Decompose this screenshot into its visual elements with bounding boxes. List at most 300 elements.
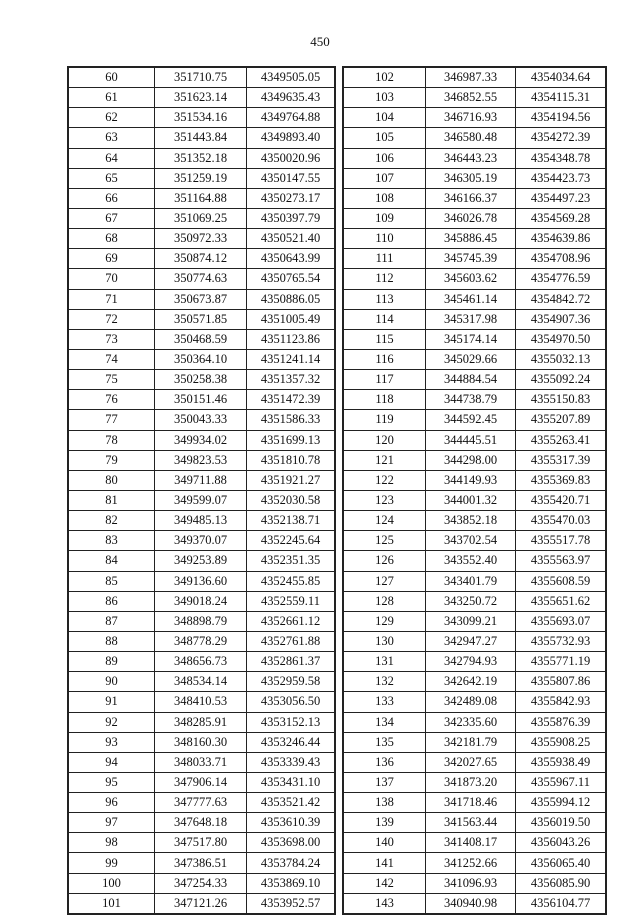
y-coordinate-cell: 4355732.93	[516, 631, 606, 651]
table-row	[69, 390, 335, 410]
table-row	[344, 591, 606, 611]
y-coordinate-cell: 4355807.86	[516, 672, 606, 692]
point-number-cell: 78	[69, 430, 155, 450]
point-number-cell: 99	[69, 853, 155, 873]
y-coordinate-cell: 4355470.03	[516, 511, 606, 531]
point-number-cell: 87	[69, 611, 155, 631]
y-coordinate-cell: 4351810.78	[247, 450, 335, 470]
x-coordinate-cell: 350151.46	[155, 390, 247, 410]
point-number-cell: 72	[69, 309, 155, 329]
y-coordinate-cell: 4353784.24	[247, 853, 335, 873]
y-coordinate-cell: 4355693.07	[516, 611, 606, 631]
y-coordinate-cell: 4356104.77	[516, 893, 606, 913]
y-coordinate-cell: 4351357.32	[247, 370, 335, 390]
y-coordinate-cell: 4353431.10	[247, 772, 335, 792]
point-number-cell: 62	[69, 108, 155, 128]
table-row	[69, 873, 335, 893]
y-coordinate-cell: 4354348.78	[516, 148, 606, 168]
point-number-cell: 82	[69, 511, 155, 531]
y-coordinate-cell: 4353339.43	[247, 752, 335, 772]
point-number-cell: 116	[344, 349, 426, 369]
table-row	[69, 591, 335, 611]
x-coordinate-cell: 347517.80	[155, 833, 247, 853]
point-number-cell: 124	[344, 511, 426, 531]
x-coordinate-cell: 350774.63	[155, 269, 247, 289]
table-row	[69, 329, 335, 349]
x-coordinate-cell: 341873.20	[426, 772, 516, 792]
y-coordinate-cell: 4352761.88	[247, 631, 335, 651]
point-number-cell: 74	[69, 349, 155, 369]
table-row	[344, 833, 606, 853]
table-row	[69, 470, 335, 490]
y-coordinate-cell: 4355150.83	[516, 390, 606, 410]
table-row	[344, 349, 606, 369]
x-coordinate-cell: 346026.78	[426, 208, 516, 228]
table-row	[69, 551, 335, 571]
point-number-cell: 111	[344, 249, 426, 269]
point-number-cell: 76	[69, 390, 155, 410]
table-row	[344, 108, 606, 128]
table-row	[69, 652, 335, 672]
y-coordinate-cell: 4352351.35	[247, 551, 335, 571]
y-coordinate-cell: 4352030.58	[247, 490, 335, 510]
point-number-cell: 130	[344, 631, 426, 651]
x-coordinate-cell: 340940.98	[426, 893, 516, 913]
table-row	[69, 88, 335, 108]
y-coordinate-cell: 4353152.13	[247, 712, 335, 732]
point-number-cell: 105	[344, 128, 426, 148]
x-coordinate-cell: 346987.33	[426, 68, 516, 88]
table-row	[344, 410, 606, 430]
table-row	[344, 390, 606, 410]
point-number-cell: 113	[344, 289, 426, 309]
x-coordinate-cell: 350468.59	[155, 329, 247, 349]
y-coordinate-cell: 4352959.58	[247, 672, 335, 692]
table-row	[69, 188, 335, 208]
y-coordinate-cell: 4349893.40	[247, 128, 335, 148]
y-coordinate-cell: 4355563.97	[516, 551, 606, 571]
x-coordinate-cell: 351164.88	[155, 188, 247, 208]
y-coordinate-cell: 4353698.00	[247, 833, 335, 853]
table-row	[69, 813, 335, 833]
point-number-cell: 135	[344, 732, 426, 752]
point-number-cell: 121	[344, 450, 426, 470]
y-coordinate-cell: 4355207.89	[516, 410, 606, 430]
y-coordinate-cell: 4353610.39	[247, 813, 335, 833]
y-coordinate-cell: 4350020.96	[247, 148, 335, 168]
y-coordinate-cell: 4356043.26	[516, 833, 606, 853]
x-coordinate-cell: 344445.51	[426, 430, 516, 450]
x-coordinate-cell: 347906.14	[155, 772, 247, 792]
x-coordinate-cell: 342794.93	[426, 652, 516, 672]
point-number-cell: 70	[69, 269, 155, 289]
point-number-cell: 81	[69, 490, 155, 510]
point-number-cell: 95	[69, 772, 155, 792]
y-coordinate-cell: 4350886.05	[247, 289, 335, 309]
x-coordinate-cell: 342489.08	[426, 692, 516, 712]
table-row	[344, 470, 606, 490]
x-coordinate-cell: 350043.33	[155, 410, 247, 430]
table-row	[69, 752, 335, 772]
y-coordinate-cell: 4354115.31	[516, 88, 606, 108]
y-coordinate-cell: 4354272.39	[516, 128, 606, 148]
x-coordinate-cell: 349934.02	[155, 430, 247, 450]
y-coordinate-cell: 4354776.59	[516, 269, 606, 289]
point-number-cell: 85	[69, 571, 155, 591]
x-coordinate-cell: 349823.53	[155, 450, 247, 470]
table-row	[344, 893, 606, 913]
table-row	[69, 208, 335, 228]
point-number-cell: 66	[69, 188, 155, 208]
point-number-cell: 136	[344, 752, 426, 772]
table-row	[344, 712, 606, 732]
x-coordinate-cell: 350972.33	[155, 229, 247, 249]
table-row	[69, 672, 335, 692]
x-coordinate-cell: 347648.18	[155, 813, 247, 833]
y-coordinate-cell: 4353952.57	[247, 893, 335, 913]
point-number-cell: 92	[69, 712, 155, 732]
x-coordinate-cell: 343702.54	[426, 531, 516, 551]
table-row	[344, 793, 606, 813]
point-number-cell: 104	[344, 108, 426, 128]
x-coordinate-cell: 343401.79	[426, 571, 516, 591]
y-coordinate-cell: 4351005.49	[247, 309, 335, 329]
point-number-cell: 118	[344, 390, 426, 410]
table-row	[344, 88, 606, 108]
x-coordinate-cell: 348033.71	[155, 752, 247, 772]
table-row	[344, 229, 606, 249]
table-row	[344, 813, 606, 833]
y-coordinate-cell: 4355938.49	[516, 752, 606, 772]
x-coordinate-cell: 349599.07	[155, 490, 247, 510]
point-number-cell: 129	[344, 611, 426, 631]
y-coordinate-cell: 4351699.13	[247, 430, 335, 450]
point-number-cell: 122	[344, 470, 426, 490]
table-row	[344, 732, 606, 752]
table-row	[344, 249, 606, 269]
table-row	[344, 631, 606, 651]
x-coordinate-cell: 344738.79	[426, 390, 516, 410]
y-coordinate-cell: 4352138.71	[247, 511, 335, 531]
point-number-cell: 75	[69, 370, 155, 390]
x-coordinate-cell: 344592.45	[426, 410, 516, 430]
y-coordinate-cell: 4355369.83	[516, 470, 606, 490]
x-coordinate-cell: 347254.33	[155, 873, 247, 893]
point-number-cell: 73	[69, 329, 155, 349]
table-row	[69, 833, 335, 853]
point-number-cell: 68	[69, 229, 155, 249]
point-number-cell: 64	[69, 148, 155, 168]
point-number-cell: 103	[344, 88, 426, 108]
x-coordinate-cell: 345029.66	[426, 349, 516, 369]
y-coordinate-cell: 4355032.13	[516, 349, 606, 369]
point-number-cell: 123	[344, 490, 426, 510]
table-row	[69, 309, 335, 329]
point-number-cell: 134	[344, 712, 426, 732]
table-row	[69, 410, 335, 430]
y-coordinate-cell: 4351123.86	[247, 329, 335, 349]
y-coordinate-cell: 4355908.25	[516, 732, 606, 752]
table-row	[69, 732, 335, 752]
table-row	[69, 269, 335, 289]
x-coordinate-cell: 343552.40	[426, 551, 516, 571]
x-coordinate-cell: 346852.55	[426, 88, 516, 108]
table-row	[69, 108, 335, 128]
x-coordinate-cell: 351534.16	[155, 108, 247, 128]
point-number-cell: 138	[344, 793, 426, 813]
point-number-cell: 142	[344, 873, 426, 893]
y-coordinate-cell: 4354423.73	[516, 168, 606, 188]
x-coordinate-cell: 345603.62	[426, 269, 516, 289]
point-number-cell: 71	[69, 289, 155, 309]
table-row	[344, 652, 606, 672]
y-coordinate-cell: 4352455.85	[247, 571, 335, 591]
point-number-cell: 79	[69, 450, 155, 470]
point-number-cell: 114	[344, 309, 426, 329]
y-coordinate-cell: 4353246.44	[247, 732, 335, 752]
y-coordinate-cell: 4351921.27	[247, 470, 335, 490]
x-coordinate-cell: 350571.85	[155, 309, 247, 329]
table-row	[69, 430, 335, 450]
y-coordinate-cell: 4351241.14	[247, 349, 335, 369]
x-coordinate-cell: 342027.65	[426, 752, 516, 772]
y-coordinate-cell: 4353869.10	[247, 873, 335, 893]
y-coordinate-cell: 4353521.42	[247, 793, 335, 813]
table-row	[344, 430, 606, 450]
point-number-cell: 90	[69, 672, 155, 692]
table-row	[344, 772, 606, 792]
y-coordinate-cell: 4355651.62	[516, 591, 606, 611]
x-coordinate-cell: 341252.66	[426, 853, 516, 873]
point-number-cell: 131	[344, 652, 426, 672]
y-coordinate-cell: 4350147.55	[247, 168, 335, 188]
point-number-cell: 100	[69, 873, 155, 893]
table-row	[344, 289, 606, 309]
table-row	[69, 793, 335, 813]
y-coordinate-cell: 4350521.40	[247, 229, 335, 249]
y-coordinate-cell: 4355967.11	[516, 772, 606, 792]
table-row	[344, 511, 606, 531]
x-coordinate-cell: 349485.13	[155, 511, 247, 531]
point-number-cell: 80	[69, 470, 155, 490]
table-row	[344, 873, 606, 893]
x-coordinate-cell: 348410.53	[155, 692, 247, 712]
table-row	[69, 349, 335, 369]
point-number-cell: 69	[69, 249, 155, 269]
table-row	[69, 128, 335, 148]
page-number: 450	[310, 34, 330, 49]
x-coordinate-cell: 351623.14	[155, 88, 247, 108]
table-row	[344, 450, 606, 470]
y-coordinate-cell: 4349764.88	[247, 108, 335, 128]
table-row	[69, 148, 335, 168]
point-number-cell: 93	[69, 732, 155, 752]
y-coordinate-cell: 4351472.39	[247, 390, 335, 410]
point-number-cell: 109	[344, 208, 426, 228]
table-row	[344, 188, 606, 208]
x-coordinate-cell: 349370.07	[155, 531, 247, 551]
point-number-cell: 94	[69, 752, 155, 772]
y-coordinate-cell: 4354639.86	[516, 229, 606, 249]
table-row	[69, 712, 335, 732]
x-coordinate-cell: 345317.98	[426, 309, 516, 329]
point-number-cell: 108	[344, 188, 426, 208]
y-coordinate-cell: 4355317.39	[516, 450, 606, 470]
point-number-cell: 102	[344, 68, 426, 88]
y-coordinate-cell: 4352661.12	[247, 611, 335, 631]
x-coordinate-cell: 345745.39	[426, 249, 516, 269]
y-coordinate-cell: 4349505.05	[247, 68, 335, 88]
y-coordinate-cell: 4352245.64	[247, 531, 335, 551]
table-row	[344, 168, 606, 188]
point-number-cell: 139	[344, 813, 426, 833]
point-number-cell: 89	[69, 652, 155, 672]
table-row	[344, 853, 606, 873]
point-number-cell: 60	[69, 68, 155, 88]
table-row	[69, 370, 335, 390]
x-coordinate-cell: 346716.93	[426, 108, 516, 128]
table-row	[344, 571, 606, 591]
table-row	[69, 511, 335, 531]
y-coordinate-cell: 4356019.50	[516, 813, 606, 833]
x-coordinate-cell: 347386.51	[155, 853, 247, 873]
x-coordinate-cell: 347777.63	[155, 793, 247, 813]
x-coordinate-cell: 342642.19	[426, 672, 516, 692]
table-row	[69, 450, 335, 470]
y-coordinate-cell: 4354497.23	[516, 188, 606, 208]
y-coordinate-cell: 4355092.24	[516, 370, 606, 390]
x-coordinate-cell: 348160.30	[155, 732, 247, 752]
x-coordinate-cell: 344884.54	[426, 370, 516, 390]
x-coordinate-cell: 349136.60	[155, 571, 247, 591]
table-row	[344, 611, 606, 631]
y-coordinate-cell: 4355420.71	[516, 490, 606, 510]
point-number-cell: 133	[344, 692, 426, 712]
x-coordinate-cell: 346305.19	[426, 168, 516, 188]
table-row	[344, 208, 606, 228]
point-number-cell: 98	[69, 833, 155, 853]
table-row	[344, 692, 606, 712]
y-coordinate-cell: 4356065.40	[516, 853, 606, 873]
x-coordinate-cell: 348534.14	[155, 672, 247, 692]
table-row	[69, 571, 335, 591]
point-number-cell: 141	[344, 853, 426, 873]
table-row	[344, 672, 606, 692]
x-coordinate-cell: 348898.79	[155, 611, 247, 631]
table-row	[69, 531, 335, 551]
point-number-cell: 143	[344, 893, 426, 913]
coordinates-table-left	[68, 67, 335, 914]
y-coordinate-cell: 4354970.50	[516, 329, 606, 349]
x-coordinate-cell: 346580.48	[426, 128, 516, 148]
y-coordinate-cell: 4350765.54	[247, 269, 335, 289]
x-coordinate-cell: 351443.84	[155, 128, 247, 148]
x-coordinate-cell: 343099.21	[426, 611, 516, 631]
table-row	[344, 752, 606, 772]
table-row	[69, 229, 335, 249]
x-coordinate-cell: 346443.23	[426, 148, 516, 168]
point-number-cell: 119	[344, 410, 426, 430]
y-coordinate-cell: 4355771.19	[516, 652, 606, 672]
point-number-cell: 107	[344, 168, 426, 188]
table-row	[69, 631, 335, 651]
point-number-cell: 61	[69, 88, 155, 108]
point-number-cell: 97	[69, 813, 155, 833]
x-coordinate-cell: 343250.72	[426, 591, 516, 611]
point-number-cell: 120	[344, 430, 426, 450]
point-number-cell: 88	[69, 631, 155, 651]
y-coordinate-cell: 4354194.56	[516, 108, 606, 128]
y-coordinate-cell: 4351586.33	[247, 410, 335, 430]
x-coordinate-cell: 341718.46	[426, 793, 516, 813]
x-coordinate-cell: 350364.10	[155, 349, 247, 369]
table-row	[344, 148, 606, 168]
point-number-cell: 63	[69, 128, 155, 148]
table-row	[69, 853, 335, 873]
table-row	[344, 329, 606, 349]
table-row	[344, 551, 606, 571]
x-coordinate-cell: 348285.91	[155, 712, 247, 732]
table-row	[69, 289, 335, 309]
point-number-cell: 91	[69, 692, 155, 712]
table-row	[69, 490, 335, 510]
x-coordinate-cell: 349253.89	[155, 551, 247, 571]
x-coordinate-cell: 351352.18	[155, 148, 247, 168]
table-row	[344, 370, 606, 390]
x-coordinate-cell: 350258.38	[155, 370, 247, 390]
point-number-cell: 84	[69, 551, 155, 571]
table-row	[344, 68, 606, 88]
x-coordinate-cell: 351710.75	[155, 68, 247, 88]
x-coordinate-cell: 344149.93	[426, 470, 516, 490]
table-row	[69, 249, 335, 269]
y-coordinate-cell: 4355263.41	[516, 430, 606, 450]
y-coordinate-cell: 4354842.72	[516, 289, 606, 309]
point-number-cell: 127	[344, 571, 426, 591]
table-row	[69, 692, 335, 712]
point-number-cell: 132	[344, 672, 426, 692]
x-coordinate-cell: 341096.93	[426, 873, 516, 893]
x-coordinate-cell: 345461.14	[426, 289, 516, 309]
table-row	[344, 269, 606, 289]
x-coordinate-cell: 349711.88	[155, 470, 247, 490]
point-number-cell: 65	[69, 168, 155, 188]
x-coordinate-cell: 345886.45	[426, 229, 516, 249]
point-number-cell: 77	[69, 410, 155, 430]
point-number-cell: 115	[344, 329, 426, 349]
y-coordinate-cell: 4350643.99	[247, 249, 335, 269]
table-row	[344, 128, 606, 148]
y-coordinate-cell: 4355994.12	[516, 793, 606, 813]
point-number-cell: 86	[69, 591, 155, 611]
table-row	[69, 772, 335, 792]
point-number-cell: 112	[344, 269, 426, 289]
x-coordinate-cell: 348656.73	[155, 652, 247, 672]
point-number-cell: 110	[344, 229, 426, 249]
coordinates-table-right	[343, 67, 606, 914]
y-coordinate-cell: 4352861.37	[247, 652, 335, 672]
point-number-cell: 137	[344, 772, 426, 792]
point-number-cell: 101	[69, 893, 155, 913]
x-coordinate-cell: 343852.18	[426, 511, 516, 531]
y-coordinate-cell: 4355842.93	[516, 692, 606, 712]
point-number-cell: 140	[344, 833, 426, 853]
x-coordinate-cell: 341563.44	[426, 813, 516, 833]
x-coordinate-cell: 341408.17	[426, 833, 516, 853]
x-coordinate-cell: 351069.25	[155, 208, 247, 228]
x-coordinate-cell: 350874.12	[155, 249, 247, 269]
x-coordinate-cell: 342181.79	[426, 732, 516, 752]
